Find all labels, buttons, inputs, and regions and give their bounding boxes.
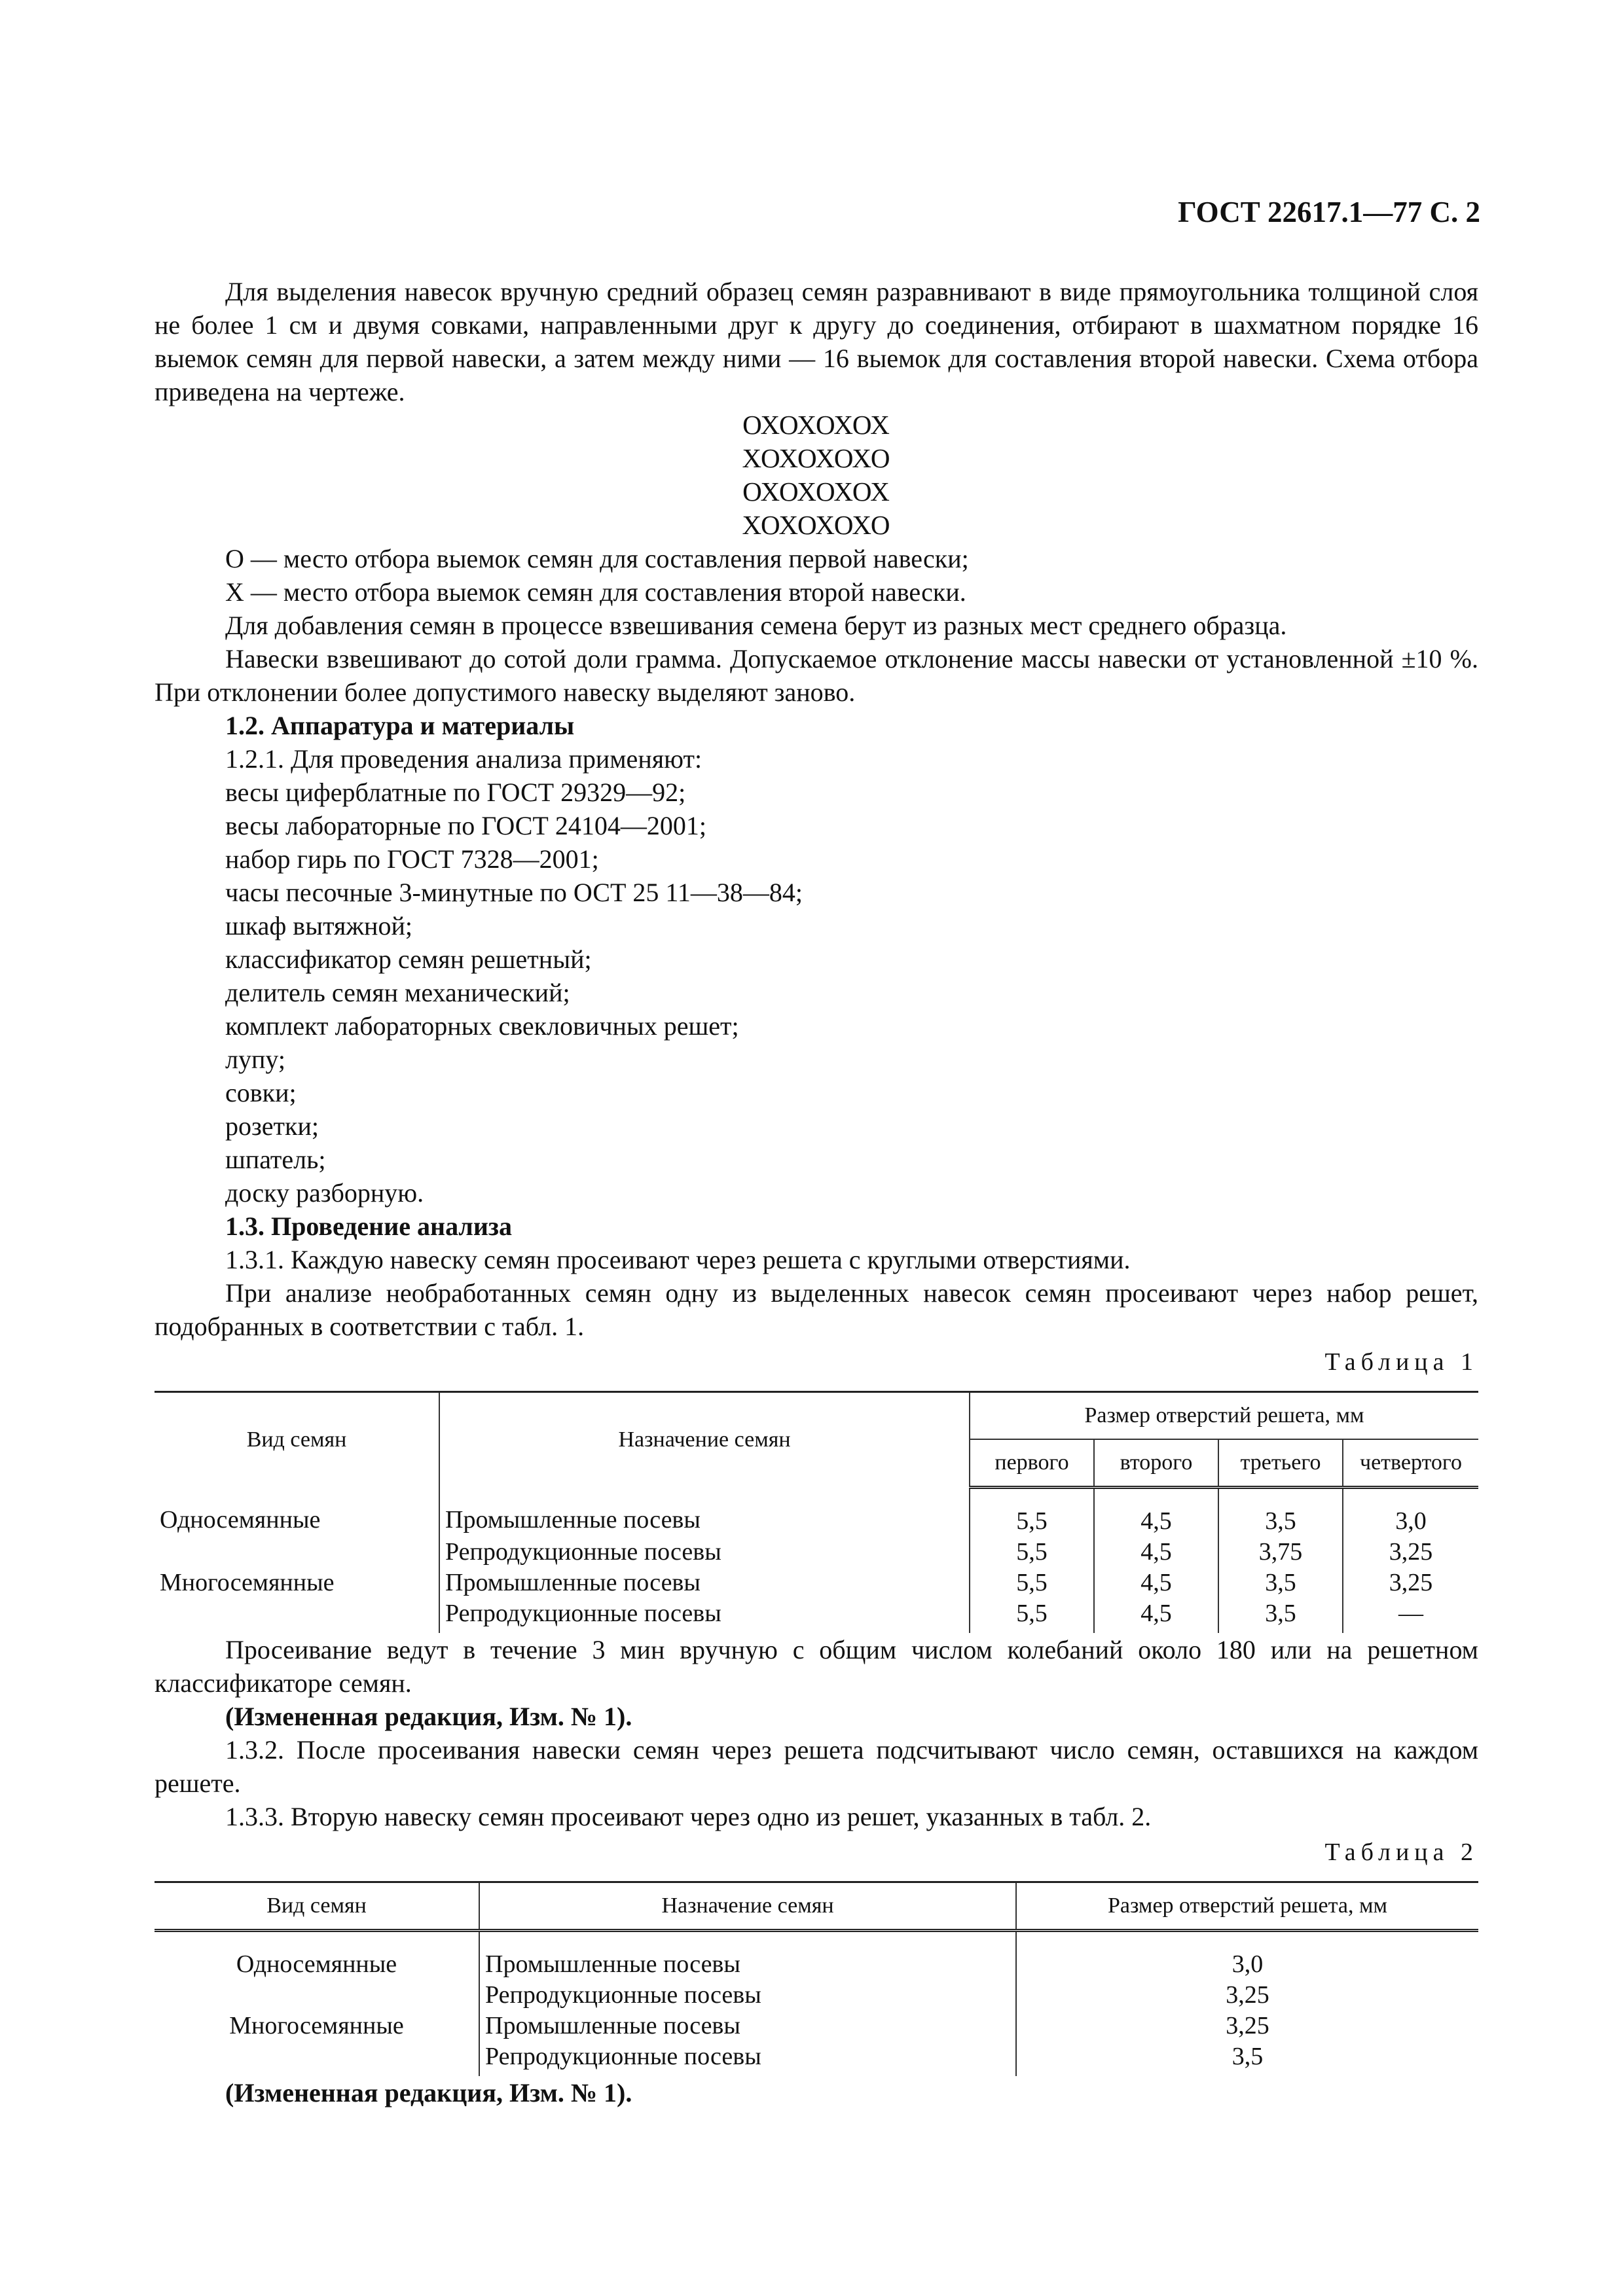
section-heading-1-2: 1.2. Аппаратура и материалы (225, 711, 575, 740)
table2-cell-size: 3,0 (1016, 1931, 1478, 1981)
intro-paragraph: Для выделения навесок вручную средний образец семян разравнивают в виде прямоугольника толщиной слоя не более 1 см и двумя совками, направленными друг к другу до соединения, отбирают в шахматном порядке 16 выемок семян для первой навески, а затем между ними — 16 выемок для составления второй навески. Схема отбора приведена на чертеже. (155, 277, 1478, 406)
table2-cell-kind (155, 1980, 479, 2011)
untreated-paragraph: При анализе необработанных семян одну из выделенных навесок семян просеивают через набор решет, подобранных в соответствии с табл. 1. (155, 1278, 1478, 1341)
table1-subheader: третьего (1218, 1439, 1343, 1488)
equipment-item: шпатель; (225, 1145, 326, 1174)
sampling-scheme (155, 408, 1478, 542)
changed-edition-note: (Измененная редакция, Изм. № 1). (225, 2078, 632, 2108)
table-row (155, 1537, 1478, 1568)
table2-cell-purpose: Промышленные посевы (479, 2011, 1016, 2041)
paragraph-1-3-3: 1.3.3. Вторую навеску семян просеивают через одно из решет, указанных в табл. 2. (225, 1802, 1152, 1831)
legend-x: Х — место отбора выемок семян для составления второй навески. (225, 577, 966, 607)
table2-header-purpose: Назначение семян (479, 1882, 1016, 1931)
table1-cell-size: 3,5 (1218, 1568, 1343, 1598)
paragraph-1-3-1: 1.3.1. Каждую навеску семян просеивают через решета с круглыми отверстиями. (225, 1245, 1131, 1274)
table1-body (155, 1488, 1478, 1634)
equipment-item: лупу; (225, 1045, 285, 1074)
table2-cell-size: 3,25 (1016, 2011, 1478, 2041)
table1-header-purpose: Назначение семян (439, 1392, 970, 1488)
table2-cell-purpose: Промышленные посевы (479, 1931, 1016, 1981)
table1-cell-kind: Односемянные (160, 1505, 321, 1534)
table1-cell-size: 3,0 (1343, 1488, 1478, 1537)
table1-cell-size: 4,5 (1094, 1537, 1218, 1568)
equipment-item: комплект лабораторных свекловичных решет; (225, 1011, 739, 1041)
page-content (155, 275, 1478, 2109)
table1-subheader: четвертого (1343, 1439, 1478, 1488)
section-heading-1-3: 1.3. Проведение анализа (225, 1211, 512, 1241)
table1-cell-kind (155, 1598, 439, 1633)
equipment-item: шкаф вытяжной; (225, 911, 412, 941)
table2-cell-kind: Многосемянные (229, 2012, 404, 2039)
table-row (155, 1598, 1478, 1633)
table1-cell-size: 4,5 (1094, 1488, 1218, 1537)
table2-body (155, 1931, 1478, 2077)
table1-cell-kind: Многосемянные (160, 1569, 335, 1596)
equipment-item: весы циферблатные по ГОСТ 29329—92; (225, 778, 686, 807)
table2-cell-size: 3,25 (1016, 1980, 1478, 2011)
table1-cell-size: 4,5 (1094, 1598, 1218, 1633)
table1-cell-size: 5,5 (970, 1537, 1094, 1568)
weighing-paragraph: Навески взвешивают до сотой доли грамма. Допускаемое отклонение массы навески от установленной ±10 %. При отклонении более допустимого навеску выделяют заново. (155, 644, 1478, 707)
add-seeds-paragraph: Для добавления семян в процессе взвешивания семена берут из разных мест среднего образца. (225, 611, 1287, 640)
table-1 (155, 1391, 1478, 1633)
table1-cell-size: 5,5 (970, 1488, 1094, 1537)
table2-cell-kind: Односемянные (236, 1950, 397, 1978)
equipment-item: совки; (225, 1078, 297, 1107)
page-header: ГОСТ 22617.1—77 С. 2 (1178, 196, 1480, 228)
legend-o: О — место отбора выемок семян для составления первой навески; (225, 544, 969, 573)
table-row (155, 2041, 1478, 2076)
table2-cell-size: 3,5 (1016, 2041, 1478, 2076)
table1-cell-size: 3,25 (1343, 1568, 1478, 1598)
equipment-item: классификатор семян решетный; (225, 944, 592, 974)
table1-cell-purpose: Репродукционные посевы (439, 1598, 970, 1633)
equipment-item: набор гирь по ГОСТ 7328—2001; (225, 844, 599, 874)
table1-cell-size: 3,5 (1218, 1598, 1343, 1633)
scheme-row: ХОХОХОХО (742, 443, 891, 473)
changed-edition-note: (Измененная редакция, Изм. № 1). (225, 1702, 632, 1731)
table1-cell-size: 5,5 (970, 1598, 1094, 1633)
table-row (155, 2011, 1478, 2041)
table2-header-size: Размер отверстий решета, мм (1016, 1882, 1478, 1931)
equipment-item: делитель семян механический; (225, 978, 570, 1007)
table1-cell-size: 3,75 (1218, 1537, 1343, 1568)
table1-cell-size: 3,5 (1218, 1488, 1343, 1537)
table1-cell-size: 3,25 (1343, 1537, 1478, 1568)
table1-cell-purpose: Промышленные посевы (439, 1488, 970, 1537)
table1-subheader: второго (1094, 1439, 1218, 1488)
scheme-row: ОХОХОХОХ (742, 410, 890, 440)
table1-caption: Таблица 1 (1324, 1348, 1478, 1376)
paragraph-1-3-2: 1.3.2. После просеивания навески семян через решета подсчитывают число семян, оставшихся на каждом решете. (155, 1735, 1478, 1798)
table2-caption: Таблица 2 (1324, 1839, 1478, 1866)
table1-header-size: Размер отверстий решета, мм (970, 1392, 1478, 1440)
equipment-list (155, 776, 1478, 1210)
table-row (155, 1980, 1478, 2011)
table-row (155, 1931, 1478, 1981)
table1-header-kind: Вид семян (155, 1392, 439, 1488)
table2-header-kind: Вид семян (155, 1882, 479, 1931)
paragraph-1-2-1: 1.2.1. Для проведения анализа применяют: (225, 744, 702, 774)
table-row (155, 1488, 1478, 1537)
equipment-item: весы лабораторные по ГОСТ 24104—2001; (225, 811, 706, 840)
table1-cell-size: — (1343, 1598, 1478, 1633)
table2-cell-purpose: Репродукционные посевы (479, 2041, 1016, 2076)
table2-cell-kind (155, 2041, 479, 2076)
table-2 (155, 1881, 1478, 2076)
equipment-item: розетки; (225, 1111, 319, 1141)
scheme-row: ХОХОХОХО (742, 510, 891, 540)
scheme-row: ОХОХОХОХ (742, 476, 890, 507)
sieving-paragraph: Просеивание ведут в течение 3 мин вручную с общим числом колебаний около 180 или на решетном классификаторе семян. (155, 1635, 1478, 1698)
table1-cell-purpose: Промышленные посевы (439, 1568, 970, 1598)
table1-cell-size: 5,5 (970, 1568, 1094, 1598)
table1-cell-kind (155, 1537, 439, 1568)
table-row (155, 1568, 1478, 1598)
table2-cell-purpose: Репродукционные посевы (479, 1980, 1016, 2011)
equipment-item: часы песочные 3-минутные по ОСТ 25 11—38—84; (225, 878, 803, 907)
table1-subheader: первого (970, 1439, 1094, 1488)
equipment-item: доску разборную. (225, 1178, 424, 1208)
table1-cell-purpose: Репродукционные посевы (439, 1537, 970, 1568)
table1-cell-size: 4,5 (1094, 1568, 1218, 1598)
